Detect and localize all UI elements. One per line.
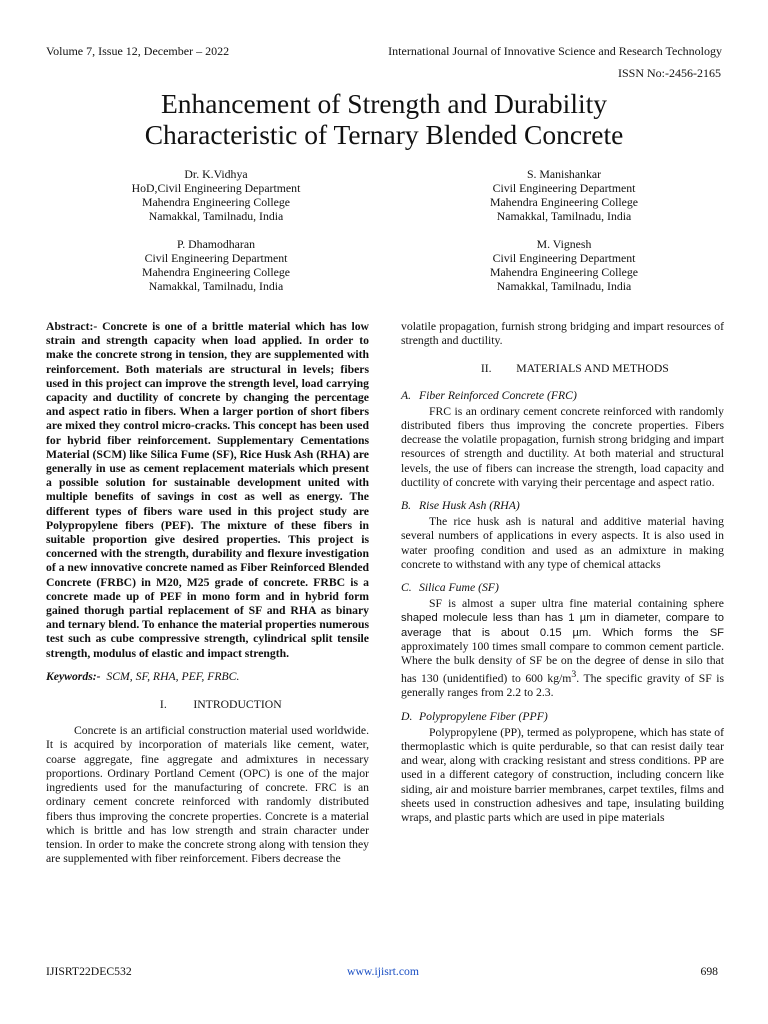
author-location: Namakkal, Tamilnadu, India — [496, 279, 632, 293]
page-number: 698 — [700, 965, 718, 978]
author-location: Namakkal, Tamilnadu, India — [148, 279, 284, 293]
paper-id: IJISRT22DEC532 — [46, 965, 132, 978]
abstract: Abstract:- Concrete is one of a brittle material which has low strain and strength capacity when load applied. In order to make the concrete strong in tension, they are supplemented with reinforcement. Both materials are structural in levels; fibers used in this project can improve the strength level, load carrying capacity and ductility of concrete by changing the percentage and aspect ratio in fibers. When a larger portion of short fibers are mixed they control micro-cracks. This concept has been used for hybrid fiber reinforcement. Supplementary Cementations Material (SCM) like Silica Fume (SF), Rice Husk Ash (RHA) are generally in use as cement replacement materials which present a possible solution for sustainable development united with multiple benefits of savings in cost as well as energy. The different types of fibers ware used in this project study are Polypropylene fibers (PEF). The mixture of these fibers in suitable proportion give desired properties. This project is concerned with the strength, durability and flexure investigation of a new innovative concrete named as Fiber Reinforced Blended Concrete (FRBC) in M20, M25 grade of concrete. FRBC is a concrete made up of PEF in mono form and in hybrid form gained thorugh partial replacement of SF and RHA as binary and ternary blend. To enhance the material properties numerous test such as cube compressive strength, cylindrical split tensile strength, modulus of elastic and impact strength. — [46, 320, 370, 660]
title-line-2: Characteristic of Ternary Blended Concrete — [144, 119, 624, 150]
journal-url-link[interactable]: www.ijisrt.com — [347, 965, 419, 978]
author-block-4 — [414, 237, 714, 293]
author-name: Dr. K.Vidhya — [184, 167, 248, 181]
author-name: P. Dhamodharan — [177, 237, 255, 251]
ppf-paragraph: Polypropylene (PP), termed as polypropene, which has state of thermoplastic which is quite perdurable, so that can resist daily tear and wear, along with cracking resistant and stress conditions. PP are used in a different category of construction, including concern like siding, air and moisture barrier membranes, carpet textiles, films and sheets used in construction adhesives and tape, insulating building wraps, and plastic parts which are used in pipe materials — [401, 725, 724, 824]
sf-paragraph: SF is almost a super ultra fine material containing sphere shaped molecule less than has 1 µm in diameter, compare to average that is about 0.15 µm. Which forms the SF approximately 100 times small compare to common cement particle. Where the bulk density of SF be on the degree of dense in silo that has 130 (unidentified) to 600 $kg/m^3$. The specific gravity of SF is generally ranges from 2.2 to 2.3. — [401, 597, 724, 700]
author-department: Civil Engineering Department — [492, 181, 636, 195]
author-location: Namakkal, Tamilnadu, India — [148, 209, 284, 223]
author-college: Mahendra Engineering College — [141, 265, 291, 279]
author-department: Civil Engineering Department — [492, 251, 636, 265]
keywords — [46, 670, 369, 684]
subsection-heading-sf: C. Silica Fume (SF) — [401, 581, 499, 595]
author-department: HoD,Civil Engineering Department — [131, 181, 301, 195]
issn: ISSN No:-2456-2165 — [617, 66, 721, 80]
author-college: Mahendra Engineering College — [489, 265, 639, 279]
journal-name: International Journal of Innovative Science and Research Technology — [388, 44, 722, 58]
keywords-label: Keywords:- — [46, 669, 101, 683]
volume-issue: Volume 7, Issue 12, December – 2022 — [46, 44, 230, 58]
right-column — [401, 320, 724, 825]
title-line-1: Enhancement of Strength and Durability — [161, 88, 607, 119]
author-block-2 — [414, 167, 714, 223]
section-heading-introduction — [46, 698, 369, 712]
introduction-paragraph: Concrete is an artificial construction material used worldwide. It is acquired by incorporation of materials like cement, water, coarse aggregate, fine aggregate and admixtures in necessary proportions. Ordinary Portland Cement (OPC) is one of the major ingredients used for the manufacturing of concrete. FRC is an ordinary cement concrete reinforced with randomly distributed fibers thus improving the concrete properties. Concrete is a material which is brittle and has low strength and strain character under tension. In order to make the concrete strong along with tension they are supplemented with fiber reinforcement. Fibers decrease the — [46, 724, 369, 866]
subsection-heading-ppf: D. Polypropylene Fiber (PPF) — [401, 709, 548, 723]
author-block-3 — [66, 237, 366, 293]
author-college: Mahendra Engineering College — [141, 195, 291, 209]
section-number: II. — [480, 362, 492, 376]
author-name: M. Vignesh — [536, 237, 592, 251]
author-college: Mahendra Engineering College — [489, 195, 639, 209]
left-column — [46, 320, 369, 866]
frc-paragraph: FRC is an ordinary cement concrete reinforced with randomly distributed fibers thus improving the concrete properties. Fibers decrease the volatile propagation, furnish strong bridging and impart resources of strength and ductility. At both material and structural levels, the use of fibers can increase the strength, load capacity and ductility of concrete with varying their percentage and aspect ratio. — [401, 404, 724, 489]
subsection-heading-frc: A. Fiber Reinforced Concrete (FRC) — [401, 388, 577, 402]
subsection-heading-rha: B. Rise Husk Ash (RHA) — [401, 499, 520, 513]
author-location: Namakkal, Tamilnadu, India — [496, 209, 632, 223]
section-title: MATERIALS AND METHODS — [516, 362, 669, 376]
author-department: Civil Engineering Department — [144, 251, 288, 265]
introduction-continued: volatile propagation, furnish strong bridging and impart resources of strength and ductility. — [401, 320, 724, 348]
paper-title — [60, 88, 708, 150]
section-number: I. — [159, 698, 167, 712]
keywords-text: SCM, SF, RHA, PEF, FRBC. — [106, 669, 240, 683]
author-name: S. Manishankar — [526, 167, 602, 181]
section-title: INTRODUCTION — [193, 698, 282, 712]
section-heading-materials — [401, 362, 724, 376]
author-block-1 — [66, 167, 366, 223]
rha-paragraph: The rice husk ash is natural and additive material having several numbers of applications in every aspects. It is also used in water proofing condition and used as an admixture in making concrete to withstand with any type of chemical attacks — [401, 515, 724, 571]
